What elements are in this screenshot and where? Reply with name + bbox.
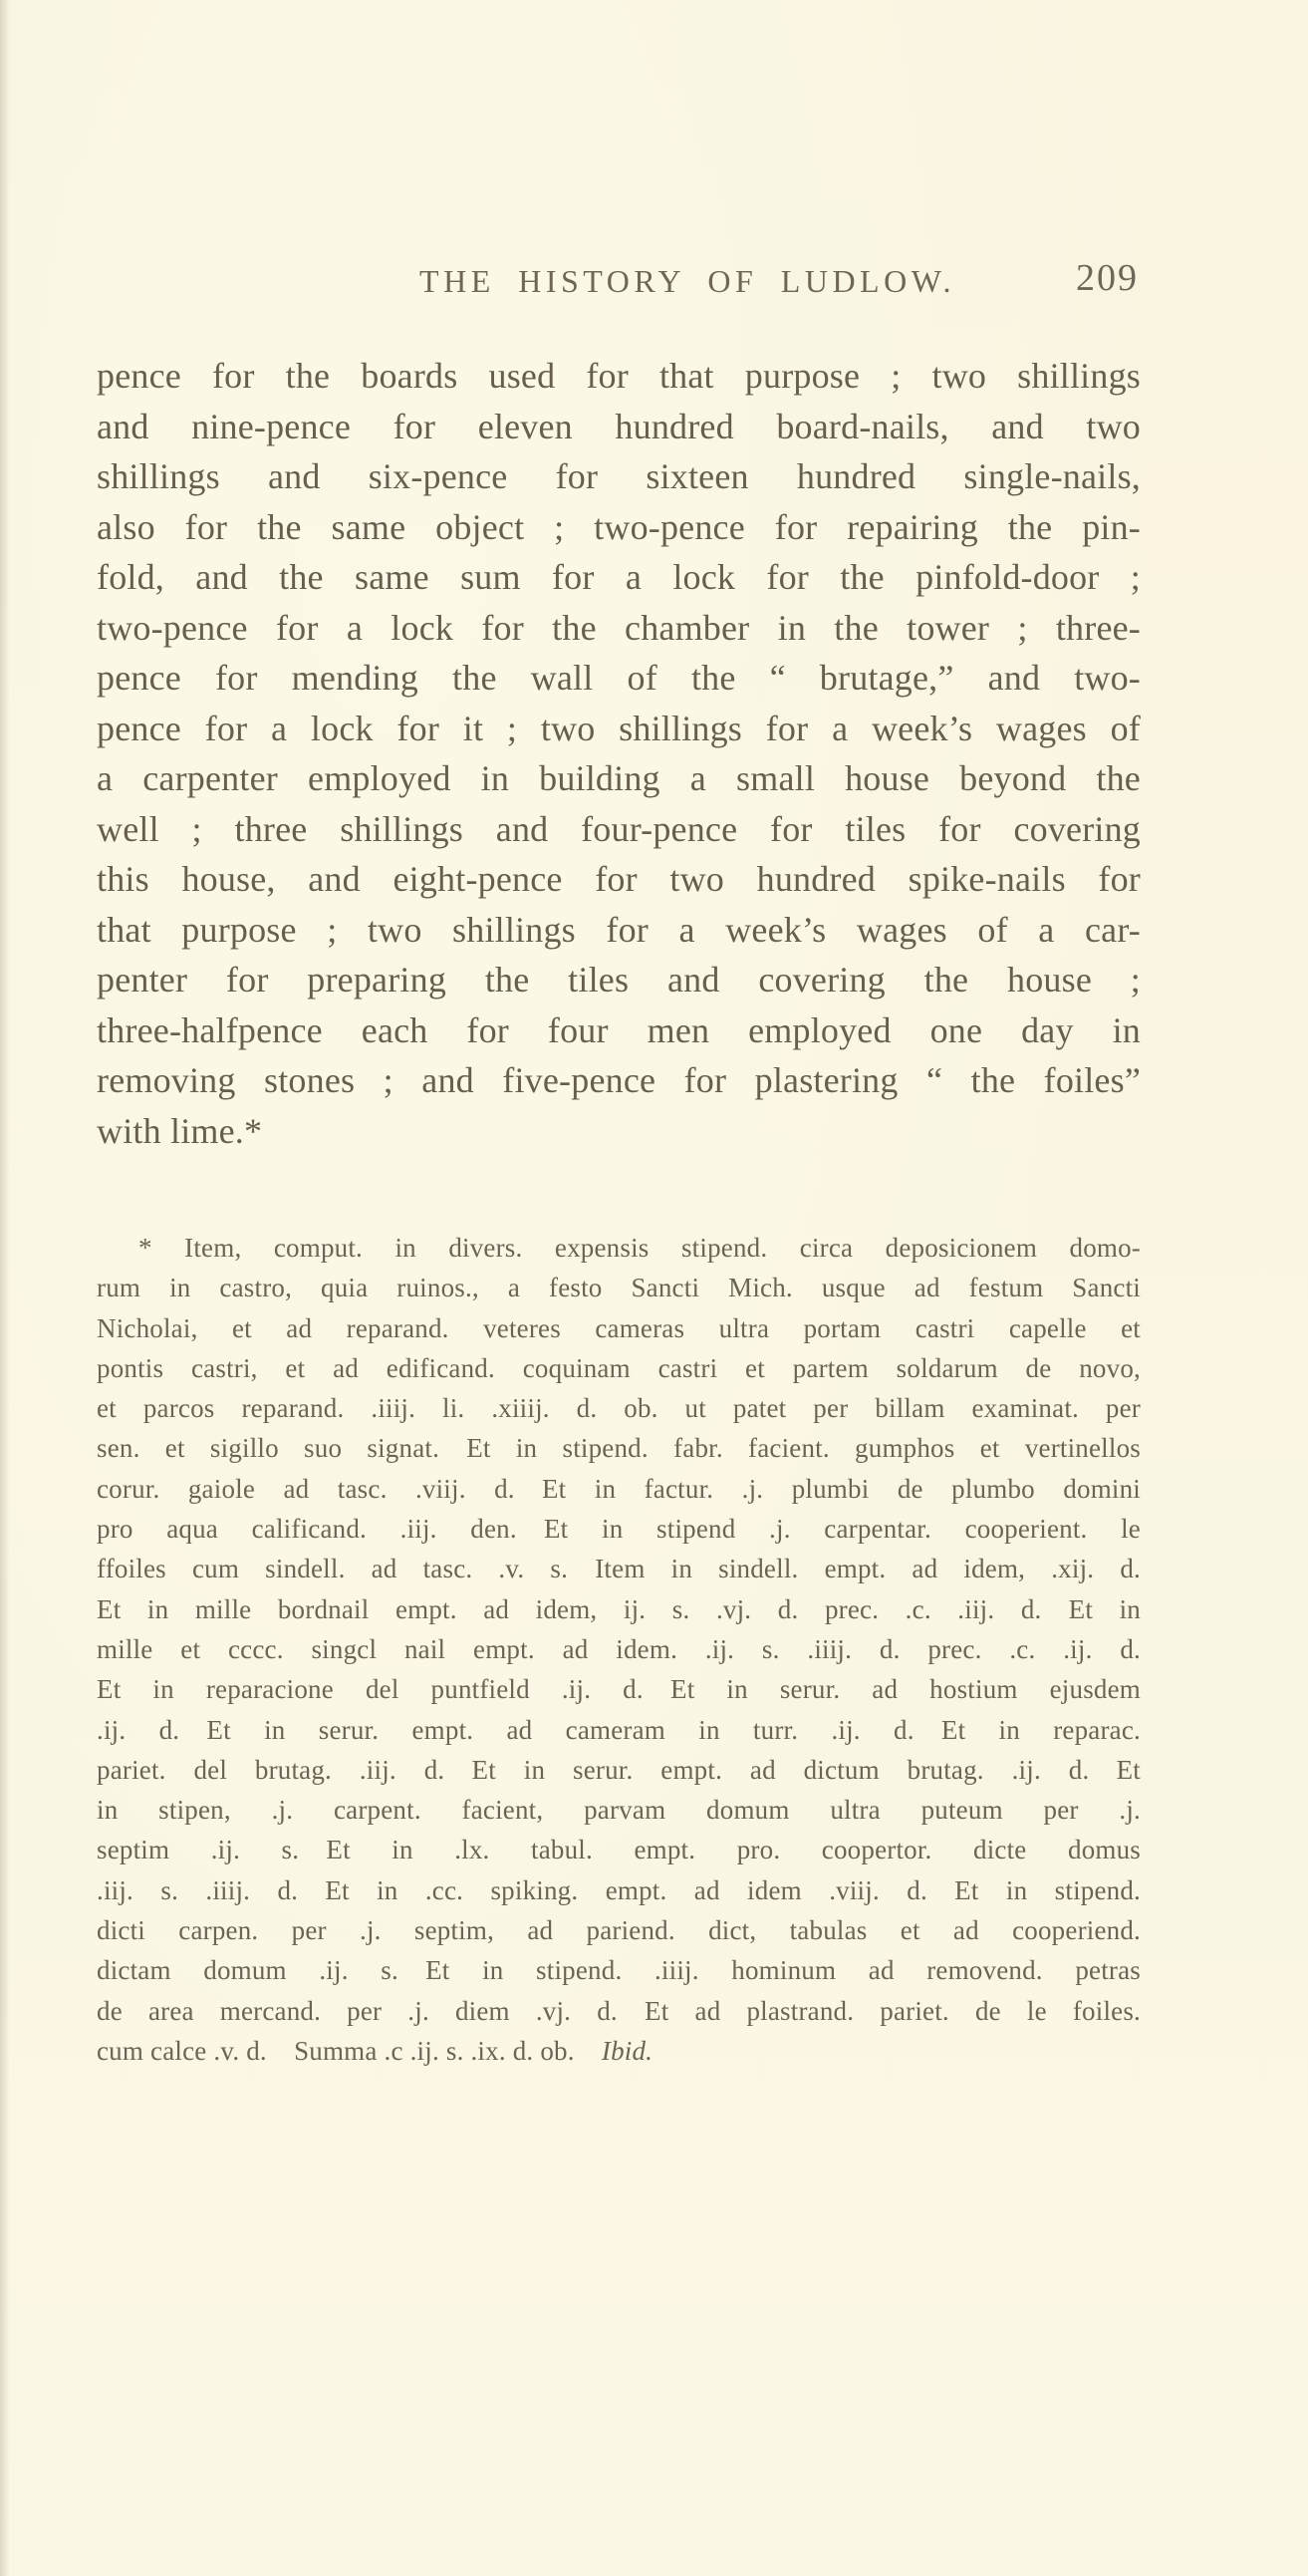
footnote-line: mille et cccc. singcl nail empt. ad idem. .ij. s. .iiij. d. prec. .c. .ij. d.: [97, 1633, 1141, 1664]
footnote-line: Et in mille bordnail empt. ad idem, ij. s. .vj. d. prec. .c. .iij. d. Et in: [97, 1593, 1141, 1624]
body-line: removing stones ; and five-pence for plastering “ the foiles”: [97, 1060, 1141, 1100]
body-line: pence for mending the wall of the “ brutage,” and two-: [97, 658, 1141, 698]
footnote-line: et parcos reparand. .iiij. li. .xiiij. d. ob. ut patet per billam examinat. per: [97, 1393, 1141, 1424]
footnote-line: * Item, comput. in divers. expensis stipend. circa deposicionem domo-: [138, 1233, 1141, 1263]
footnote-line: pariet. del brutag. .iij. d. Et in serur. empt. ad dictum brutag. .ij. d. Et: [97, 1754, 1141, 1785]
footnote-line: dicti carpen. per .j. septim, ad pariend. dict, tabulas et ad cooperiend.: [97, 1915, 1141, 1946]
body-line: three-halfpence each for four men employed one day in: [97, 1009, 1141, 1050]
footnote-line: in stipen, .j. carpent. facient, parvam domum ultra puteum per .j.: [97, 1795, 1141, 1826]
body-line: pence for the boards used for that purpose ; two shillings: [97, 356, 1141, 396]
footnote-line: Et in reparacione del puntfield .ij. d. Et in serur. ad hostium ejusdem: [97, 1674, 1141, 1705]
footnote-line: rum in castro, quia ruinos., a festo Sancti Mich. usque ad festum Sancti: [97, 1273, 1141, 1303]
footnote-line: ffoiles cum sindell. ad tasc. .v. s. Item in sindell. empt. ad idem, .xij. d.: [97, 1554, 1141, 1584]
body-line: also for the same object ; two-pence for repairing the pin-: [97, 506, 1141, 547]
footnote-line: corur. gaiole ad tasc. .viij. d. Et in factur. .j. plumbi de plumbo domini: [97, 1473, 1141, 1504]
footnote-summa-text: cum calce .v. d. Summa .c .ij. s. .ix. d. ob.: [97, 2035, 602, 2066]
footnote-line: sen. et sigillo suo signat. Et in stipend. fabr. facient. gumphos et vertinellos: [97, 1433, 1141, 1464]
footnote-line: pontis castri, et ad edificand. coquinam castri et partem soldarum de novo,: [97, 1352, 1141, 1383]
body-line: and nine-pence for eleven hundred board-nails, and two: [97, 406, 1141, 446]
body-line: with lime.*: [97, 1110, 263, 1151]
footnote-line: de area mercand. per .j. diem .vj. d. Et ad plastrand. pariet. de le foiles.: [97, 1995, 1141, 2026]
footnote: [97, 1228, 1141, 2071]
body-line: a carpenter employed in building a small house beyond the: [97, 758, 1141, 798]
body-paragraph: [97, 351, 1141, 1156]
body-line: this house, and eight-pence for two hundred spike-nails for: [97, 859, 1141, 899]
footnote-citation-ibid: Ibid.: [601, 2035, 654, 2066]
footnote-line: pro aqua calificand. .iij. den. Et in stipend .j. carpentar. cooperient. le: [97, 1514, 1141, 1545]
body-line: well ; three shillings and four-pence for tiles for covering: [97, 808, 1141, 849]
body-line: two-pence for a lock for the chamber in the tower ; three-: [97, 607, 1141, 648]
footnote-line: .iij. s. .iiij. d. Et in .cc. spiking. empt. ad idem .viij. d. Et in stipend.: [97, 1874, 1141, 1905]
body-line: that purpose ; two shillings for a week’s wages of a car-: [97, 909, 1141, 950]
body-line: fold, and the same sum for a lock for the pinfold-door ;: [97, 557, 1141, 597]
footnote-line: .ij. d. Et in serur. empt. ad cameram in turr. .ij. d. Et in reparac.: [97, 1714, 1141, 1745]
footnote-line: dictam domum .ij. s. Et in stipend. .iiij. hominum ad removend. petras: [97, 1955, 1141, 1986]
footnote-line: [97, 2031, 1141, 2071]
footnote-line: Nicholai, et ad reparand. veteres cameras ultra portam castri capelle et: [97, 1312, 1141, 1343]
body-line: pence for a lock for it ; two shillings for a week’s wages of: [97, 708, 1141, 748]
body-line: penter for preparing the tiles and covering the house ;: [97, 960, 1141, 1000]
page-number: 209: [1076, 257, 1139, 299]
body-line: shillings and six-pence for sixteen hundred single-nails,: [97, 456, 1141, 496]
page-header-title: THE HISTORY OF LUDLOW.: [419, 263, 955, 299]
footnote-line: septim .ij. s. Et in .lx. tabul. empt. pro. coopertor. dicte domus: [97, 1835, 1141, 1865]
